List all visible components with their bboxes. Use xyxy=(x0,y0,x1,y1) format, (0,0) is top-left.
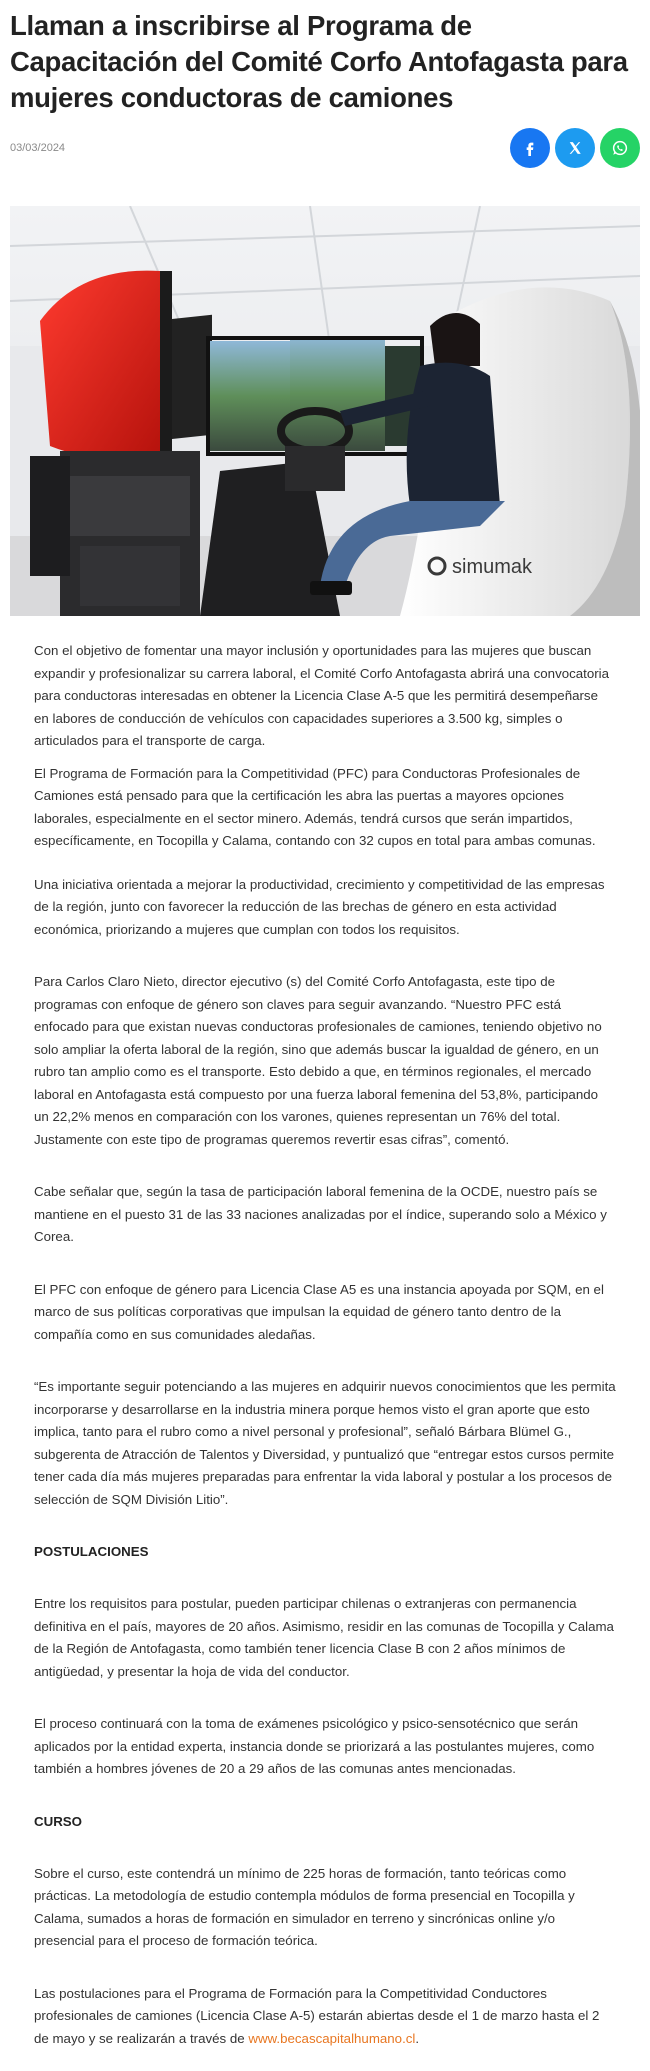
paragraph: Para Carlos Claro Nieto, director ejecutivo (s) del Comité Corfo Antofagasta, este tipo de programas con enfoque de género son claves para seguir avanzando. “Nuestro PFC está enfocado para que existan nuevas conductoras profesionales de camiones, teniendo objetivo no solo ampliar la oferta laboral de la región, sino que además buscar la igualdad de género, en un rubro tan amplio como es el transporte. Esto debido a que, en términos regionales, el mercado laboral en Antofagasta está compuesto por una fuerza laboral femenina del 53,8%, participando un 22,2% menos en comparación con los varones, quienes representan un 76% del total. Justamente con este tipo de programas queremos revertir esas cifras”, comentó. xyxy=(34,974,602,1147)
share-x-button[interactable] xyxy=(555,128,595,168)
paragraph: Cabe señalar que, según la tasa de participación laboral femenina de la OCDE, nuestro país se mantiene en el puesto 31 de las 33 naciones analizadas por el índice, superando solo a México y Corea. xyxy=(34,1184,607,1244)
meta-row xyxy=(10,126,640,170)
x-icon xyxy=(568,141,582,155)
article-body xyxy=(10,616,640,2050)
final-paragraph xyxy=(34,1983,616,2051)
becas-link[interactable]: www.becascapitalhumano.cl xyxy=(248,2030,416,2046)
paragraph: El proceso continuará con la toma de exámenes psicológico y psico-sensotécnico que serán aplicados por la entidad experta, instancia donde se priorizará a las postulantes mujeres, como también a hombres jóvenes de 20 a 29 años de las comunas antes mencionadas. xyxy=(34,1716,595,1776)
share-buttons xyxy=(510,128,640,168)
article-title: Llaman a inscribirse al Programa de Capacitación del Comité Corfo Antofagasta para mujeres conductoras de camiones xyxy=(10,10,628,113)
section-heading-curso: CURSO xyxy=(34,1813,83,1829)
share-facebook-button[interactable] xyxy=(510,128,550,168)
paragraph: Sobre el curso, este contendrá un mínimo de 225 horas de formación, tanto teóricas como prácticas. La metodología de estudio contempla módulos de forma presencial en Tocopilla y Calama, sumados a horas de formación en simulador en terreno y sincrónicas online y/o presencial para el proceso de formación teórica. xyxy=(34,1865,575,1948)
paragraph: El Programa de Formación para la Competitividad (PFC) para Conductoras Profesionales de Camiones está pensado para que la certificación les abra las puertas a mayores opciones laborales, especialmente en el sector minero. Además, tendrá cursos que serán impartidos, específicamente, en Tocopilla y Calama, contando con 32 cupos en total para ambas comunas. xyxy=(34,765,596,848)
paragraph: Entre los requisitos para postular, pueden participar chilenas o extranjeras con permanencia definitiva en el país, mayores de 20 años. Asimismo, residir en las comunas de Tocopilla y Calama de la Región de Antofagasta, como también tener licencia Clase B con 2 años mínimos de antigüedad, y presentar la hoja de vida del conductor. xyxy=(34,1596,614,1679)
final-suffix: . xyxy=(415,2030,420,2046)
share-whatsapp-button[interactable] xyxy=(600,128,640,168)
svg-text:simumak: simumak xyxy=(452,556,533,578)
paragraph: Una iniciativa orientada a mejorar la productividad, crecimiento y competitividad de las empresas de la región, junto con favorecer la reducción de las brechas de género en esta actividad económica, priorizando a mujeres que cumplan con todos los requisitos. xyxy=(34,876,605,937)
paragraph: “Es importante seguir potenciando a las mujeres en adquirir nuevos conocimientos que les permita incorporarse y desarrollarse en la industria minera porque hemos visto el gran aporte que esto implica, tanto para el rubro como a nivel personal y profesional”, señaló Bárbara Blümel G., subgerenta de Atracción de Talentos y Diversidad, y puntualizó que “entregar estos cursos permite tener cada día más mujeres preparadas para enfrentar la vida laboral y postular a los procesos de selección de SQM División Litio”. xyxy=(34,1379,616,1507)
publish-date: 03/03/2024 xyxy=(10,142,66,154)
final-text: Las postulaciones para el Programa de Formación para la Competitividad Conductores profesionales de camiones (Licencia Clase A-5) estarán abiertas desde el 1 de marzo hasta el 2 de mayo y se realizarán a través de xyxy=(34,1985,600,2046)
truck-simulator-photo xyxy=(10,206,640,616)
section-heading-postulaciones: POSTULACIONES xyxy=(34,1544,149,1559)
whatsapp-icon xyxy=(611,139,629,157)
paragraph: Con el objetivo de fomentar una mayor inclusión y oportunidades para las mujeres que buscan expandir y profesionalizar su carrera laboral, el Comité Corfo Antofagasta abrirá una convocatoria para conductoras interesadas en obtener la Licencia Clase A-5 que les permitirá desempeñarse en labores de conducción de vehículos con capacidades superiores a 3.500 kg, simples o articulados para el transporte de carga. xyxy=(34,643,610,748)
hero-image xyxy=(10,206,640,616)
paragraph: El PFC con enfoque de género para Licencia Clase A5 es una instancia apoyada por SQM, en el marco de sus políticas corporativas que impulsan la equidad de género tanto dentro de la compañía como en sus comunidades aledañas. xyxy=(34,1281,604,1342)
article xyxy=(0,8,650,2050)
facebook-icon xyxy=(522,140,538,156)
